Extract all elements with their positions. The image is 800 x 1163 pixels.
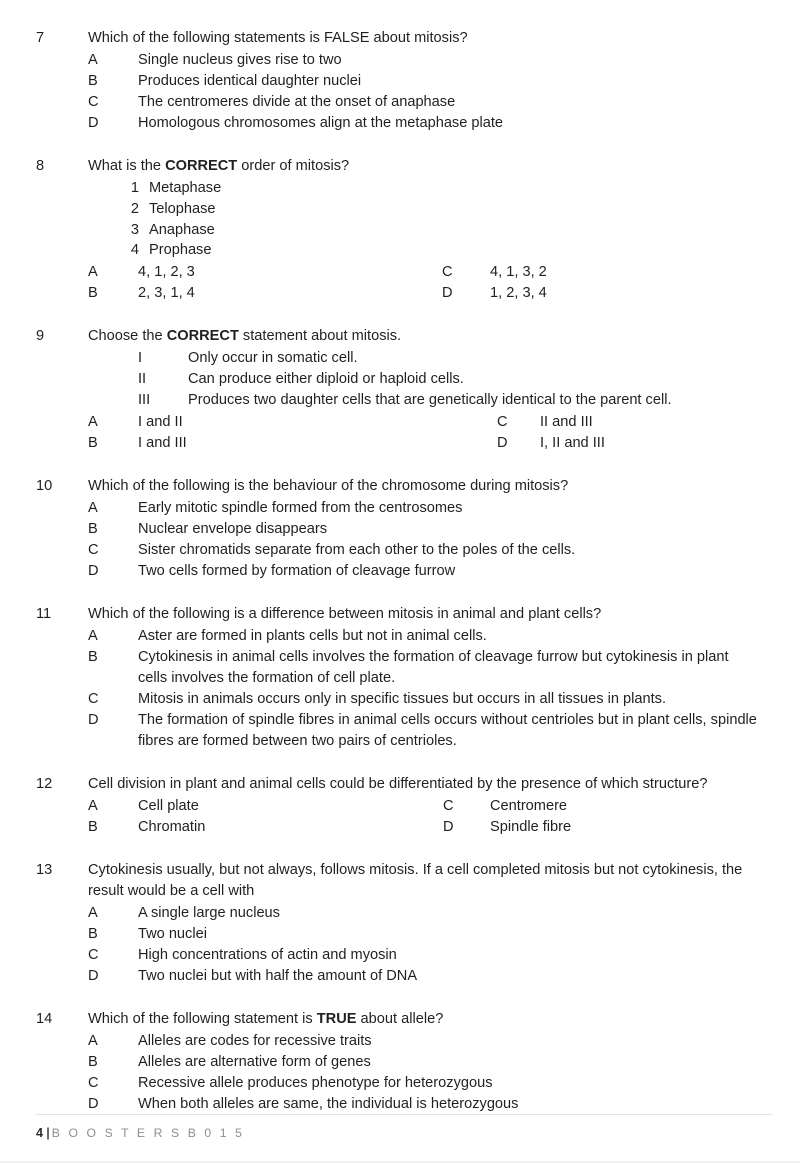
option-a[interactable] [36,903,768,924]
option-b[interactable] [36,519,768,540]
option-text: Recessive allele produces phenotype for heterozygous [138,1075,493,1092]
stem-item-marker: 2 [130,201,139,218]
page-footer [0,1114,800,1141]
option-b[interactable] [36,283,442,304]
question-stem [88,326,768,347]
option-text: Centromere [490,797,568,814]
question-13 [36,860,768,987]
stem-sublist-item [124,178,768,199]
option-text: When both alleles are same, the individual is heterozygous [138,1096,519,1113]
option-a[interactable] [36,1031,768,1052]
option-c[interactable] [36,92,768,113]
question-header [36,156,768,177]
option-row [36,262,768,283]
stem-emphasis: CORRECT [165,158,238,175]
option-list [36,498,768,582]
option-text: I and II [138,413,183,430]
stem-text-lead: What is the [88,158,166,175]
stem-text-lead: Choose the [88,328,167,345]
option-letter: A [88,499,98,516]
question-header [36,28,768,49]
question-list [36,28,768,1115]
option-letter: D [88,115,99,132]
stem-sublist-item [138,369,768,390]
question-number: 7 [36,30,45,46]
option-b[interactable] [36,647,768,689]
option-b[interactable] [36,433,497,454]
stem-item-marker: I [138,350,143,367]
option-text: Mitosis in animals occurs only in specific tissues but occurs in all tissues in plants. [138,690,667,707]
question-header [36,604,768,625]
option-letter: B [88,285,98,302]
option-text: Two nuclei [138,926,207,943]
stem-sublist [36,348,768,410]
option-text: 1, 2, 3, 4 [490,285,547,302]
stem-sublist-item [124,240,768,261]
question-header [36,860,768,902]
option-text: I and III [138,434,187,451]
option-list [36,796,768,838]
stem-text-tail: about allele? [356,1011,444,1028]
option-letter: D [88,1096,99,1113]
stem-sublist-item [124,220,768,241]
stem-item-marker: III [138,391,151,408]
option-text: Single nucleus gives rise to two [138,52,342,69]
option-row [36,796,768,817]
stem-text-lead: Cytokinesis usually, but not always, follows mitosis. If a cell completed mitosis but not cytokinesis, the result would be a cell with [88,861,743,900]
footer-separator: | [46,1125,50,1140]
option-list [36,262,768,304]
option-c[interactable] [36,540,768,561]
option-b[interactable] [36,1052,768,1073]
option-letter: A [88,413,98,430]
option-letter: C [442,264,453,281]
option-letter: C [88,94,99,111]
question-stem [88,156,768,177]
stem-text-tail: statement about mitosis. [238,328,402,345]
option-text: I, II and III [540,434,605,451]
footer-text [36,1126,774,1141]
option-d[interactable] [36,1094,768,1115]
option-text: 4, 1, 3, 2 [490,264,547,281]
stem-item-marker: II [138,371,147,388]
option-text: A single large nucleus [138,905,280,922]
option-letter: B [88,434,98,451]
option-letter: D [88,562,99,579]
stem-item-text: Only occur in somatic cell. [188,350,358,367]
stem-text-lead: Which of the following statements is FALSE about mitosis? [88,30,468,46]
option-text: 2, 3, 1, 4 [138,285,195,302]
option-list [36,50,768,134]
stem-item-text: Produces two daughter cells that are genetically identical to the parent cell. [188,391,672,408]
footer-page-number: 4 [36,1125,44,1140]
question-14 [36,1009,768,1115]
option-list [36,1031,768,1115]
option-text: Two nuclei but with half the amount of DNA [138,968,418,985]
option-c[interactable] [36,1073,768,1094]
question-number: 14 [36,1011,53,1028]
option-letter: C [88,947,99,964]
option-b[interactable] [36,71,768,92]
stem-sublist-item [138,390,768,411]
option-letter: C [497,413,508,430]
question-12 [36,774,768,838]
question-number: 11 [36,605,52,622]
option-letter: A [88,627,98,644]
option-text: The formation of spindle fibres in animal cells occurs without centrioles but in plant cells, spindle fibres are formed between two pairs of centrioles. [138,711,757,749]
option-letter: D [88,968,99,985]
question-stem [88,476,768,497]
question-stem [88,860,768,902]
stem-sublist-item [138,348,768,369]
option-text: Cytokinesis in animal cells involves the formation of cleavage furrow but cytokinesis in plant cells involves the formation of cell plate. [138,648,729,686]
question-9 [36,326,768,453]
question-number: 8 [36,158,45,175]
stem-item-marker: 4 [130,242,139,259]
option-row [36,412,768,433]
footer-doc-label: B O O S T E R S B 0 1 5 [51,1125,245,1140]
stem-emphasis: CORRECT [166,328,239,345]
option-a[interactable] [36,50,768,71]
option-d[interactable] [36,966,768,987]
stem-text-lead: Which of the following statement is [88,1011,317,1028]
option-d[interactable] [443,817,768,838]
option-row [36,283,768,304]
option-d[interactable] [36,561,768,582]
option-letter: D [442,285,453,302]
stem-item-text: Can produce either diploid or haploid cells. [188,371,464,388]
stem-text-lead: Which of the following is a difference between mitosis in animal and plant cells? [88,605,602,622]
question-header [36,774,768,795]
option-text: Spindle fibre [490,818,572,835]
option-text: Two cells formed by formation of cleavage furrow [138,562,456,579]
question-header [36,1009,768,1030]
question-number: 13 [36,861,53,878]
option-a[interactable] [36,626,768,647]
option-c[interactable] [442,262,768,283]
option-text: Alleles are alternative form of genes [138,1054,371,1071]
option-text: Produces identical daughter nuclei [138,73,362,90]
option-letter: B [88,926,98,943]
option-text: II and III [540,413,593,430]
stem-text-lead: Which of the following is the behaviour of the chromosome during mitosis? [88,477,569,494]
question-7 [36,28,768,134]
option-letter: D [497,434,508,451]
question-number: 10 [36,477,53,494]
stem-item-marker: 1 [130,180,139,197]
option-text: The centromeres divide at the onset of anaphase [138,94,456,111]
option-d[interactable] [442,283,768,304]
stem-text-lead: Cell division in plant and animal cells could be differentiated by the presence of which structure? [88,775,708,792]
option-letter: A [88,1033,98,1050]
stem-item-text: Telophase [149,201,216,218]
option-letter: A [88,52,98,69]
question-stem [88,774,768,795]
question-stem [88,604,768,625]
option-letter: C [88,690,99,707]
footer-divider [36,1114,772,1115]
option-d[interactable] [497,433,768,454]
option-c[interactable] [497,412,768,433]
option-b[interactable] [36,817,443,838]
option-letter: C [443,797,454,814]
option-c[interactable] [36,689,768,710]
option-a[interactable] [36,498,768,519]
option-text: Chromatin [138,818,206,835]
option-a[interactable] [36,262,442,283]
stem-text-tail: order of mitosis? [237,158,350,175]
question-10 [36,476,768,582]
option-letter: A [88,264,98,281]
option-letter: B [88,818,98,835]
option-text: Nuclear envelope disappears [138,520,328,537]
option-letter: B [88,648,98,665]
option-row [36,433,768,454]
option-b[interactable] [36,924,768,945]
option-list [36,903,768,987]
option-d[interactable] [36,710,768,752]
option-a[interactable] [36,796,443,817]
stem-emphasis: TRUE [316,1011,357,1028]
option-c[interactable] [36,945,768,966]
option-letter: A [88,797,98,814]
stem-sublist [36,178,768,261]
option-letter: A [88,905,98,922]
option-text: Homologous chromosomes align at the metaphase plate [138,115,504,132]
question-stem [88,28,768,49]
stem-item-text: Anaphase [149,221,215,238]
option-text: Cell plate [138,797,199,814]
option-text: Early mitotic spindle formed from the centrosomes [138,499,463,516]
option-letter: C [88,541,99,558]
option-letter: C [88,1075,99,1092]
option-letter: D [443,818,454,835]
option-letter: B [88,73,98,90]
stem-item-text: Metaphase [149,180,222,197]
option-letter: B [88,1054,98,1071]
question-header [36,476,768,497]
option-text: High concentrations of actin and myosin [138,947,397,964]
option-letter: B [88,520,98,537]
question-number: 9 [36,328,45,345]
option-row [36,817,768,838]
stem-sublist-item [124,199,768,220]
option-letter: D [88,711,99,728]
question-stem [88,1009,768,1030]
option-text: Aster are formed in plants cells but not in animal cells. [138,627,487,644]
option-text: 4, 1, 2, 3 [138,264,195,281]
option-d[interactable] [36,113,768,134]
stem-item-marker: 3 [130,221,139,238]
question-11 [36,604,768,752]
stem-item-text: Prophase [149,242,212,259]
option-c[interactable] [443,796,768,817]
question-number: 12 [36,775,53,792]
option-a[interactable] [36,412,497,433]
question-header [36,326,768,347]
option-text: Alleles are codes for recessive traits [138,1033,372,1050]
option-list [36,412,768,454]
option-list [36,626,768,752]
option-text: Sister chromatids separate from each other to the poles of the cells. [138,541,576,558]
question-8 [36,156,768,304]
